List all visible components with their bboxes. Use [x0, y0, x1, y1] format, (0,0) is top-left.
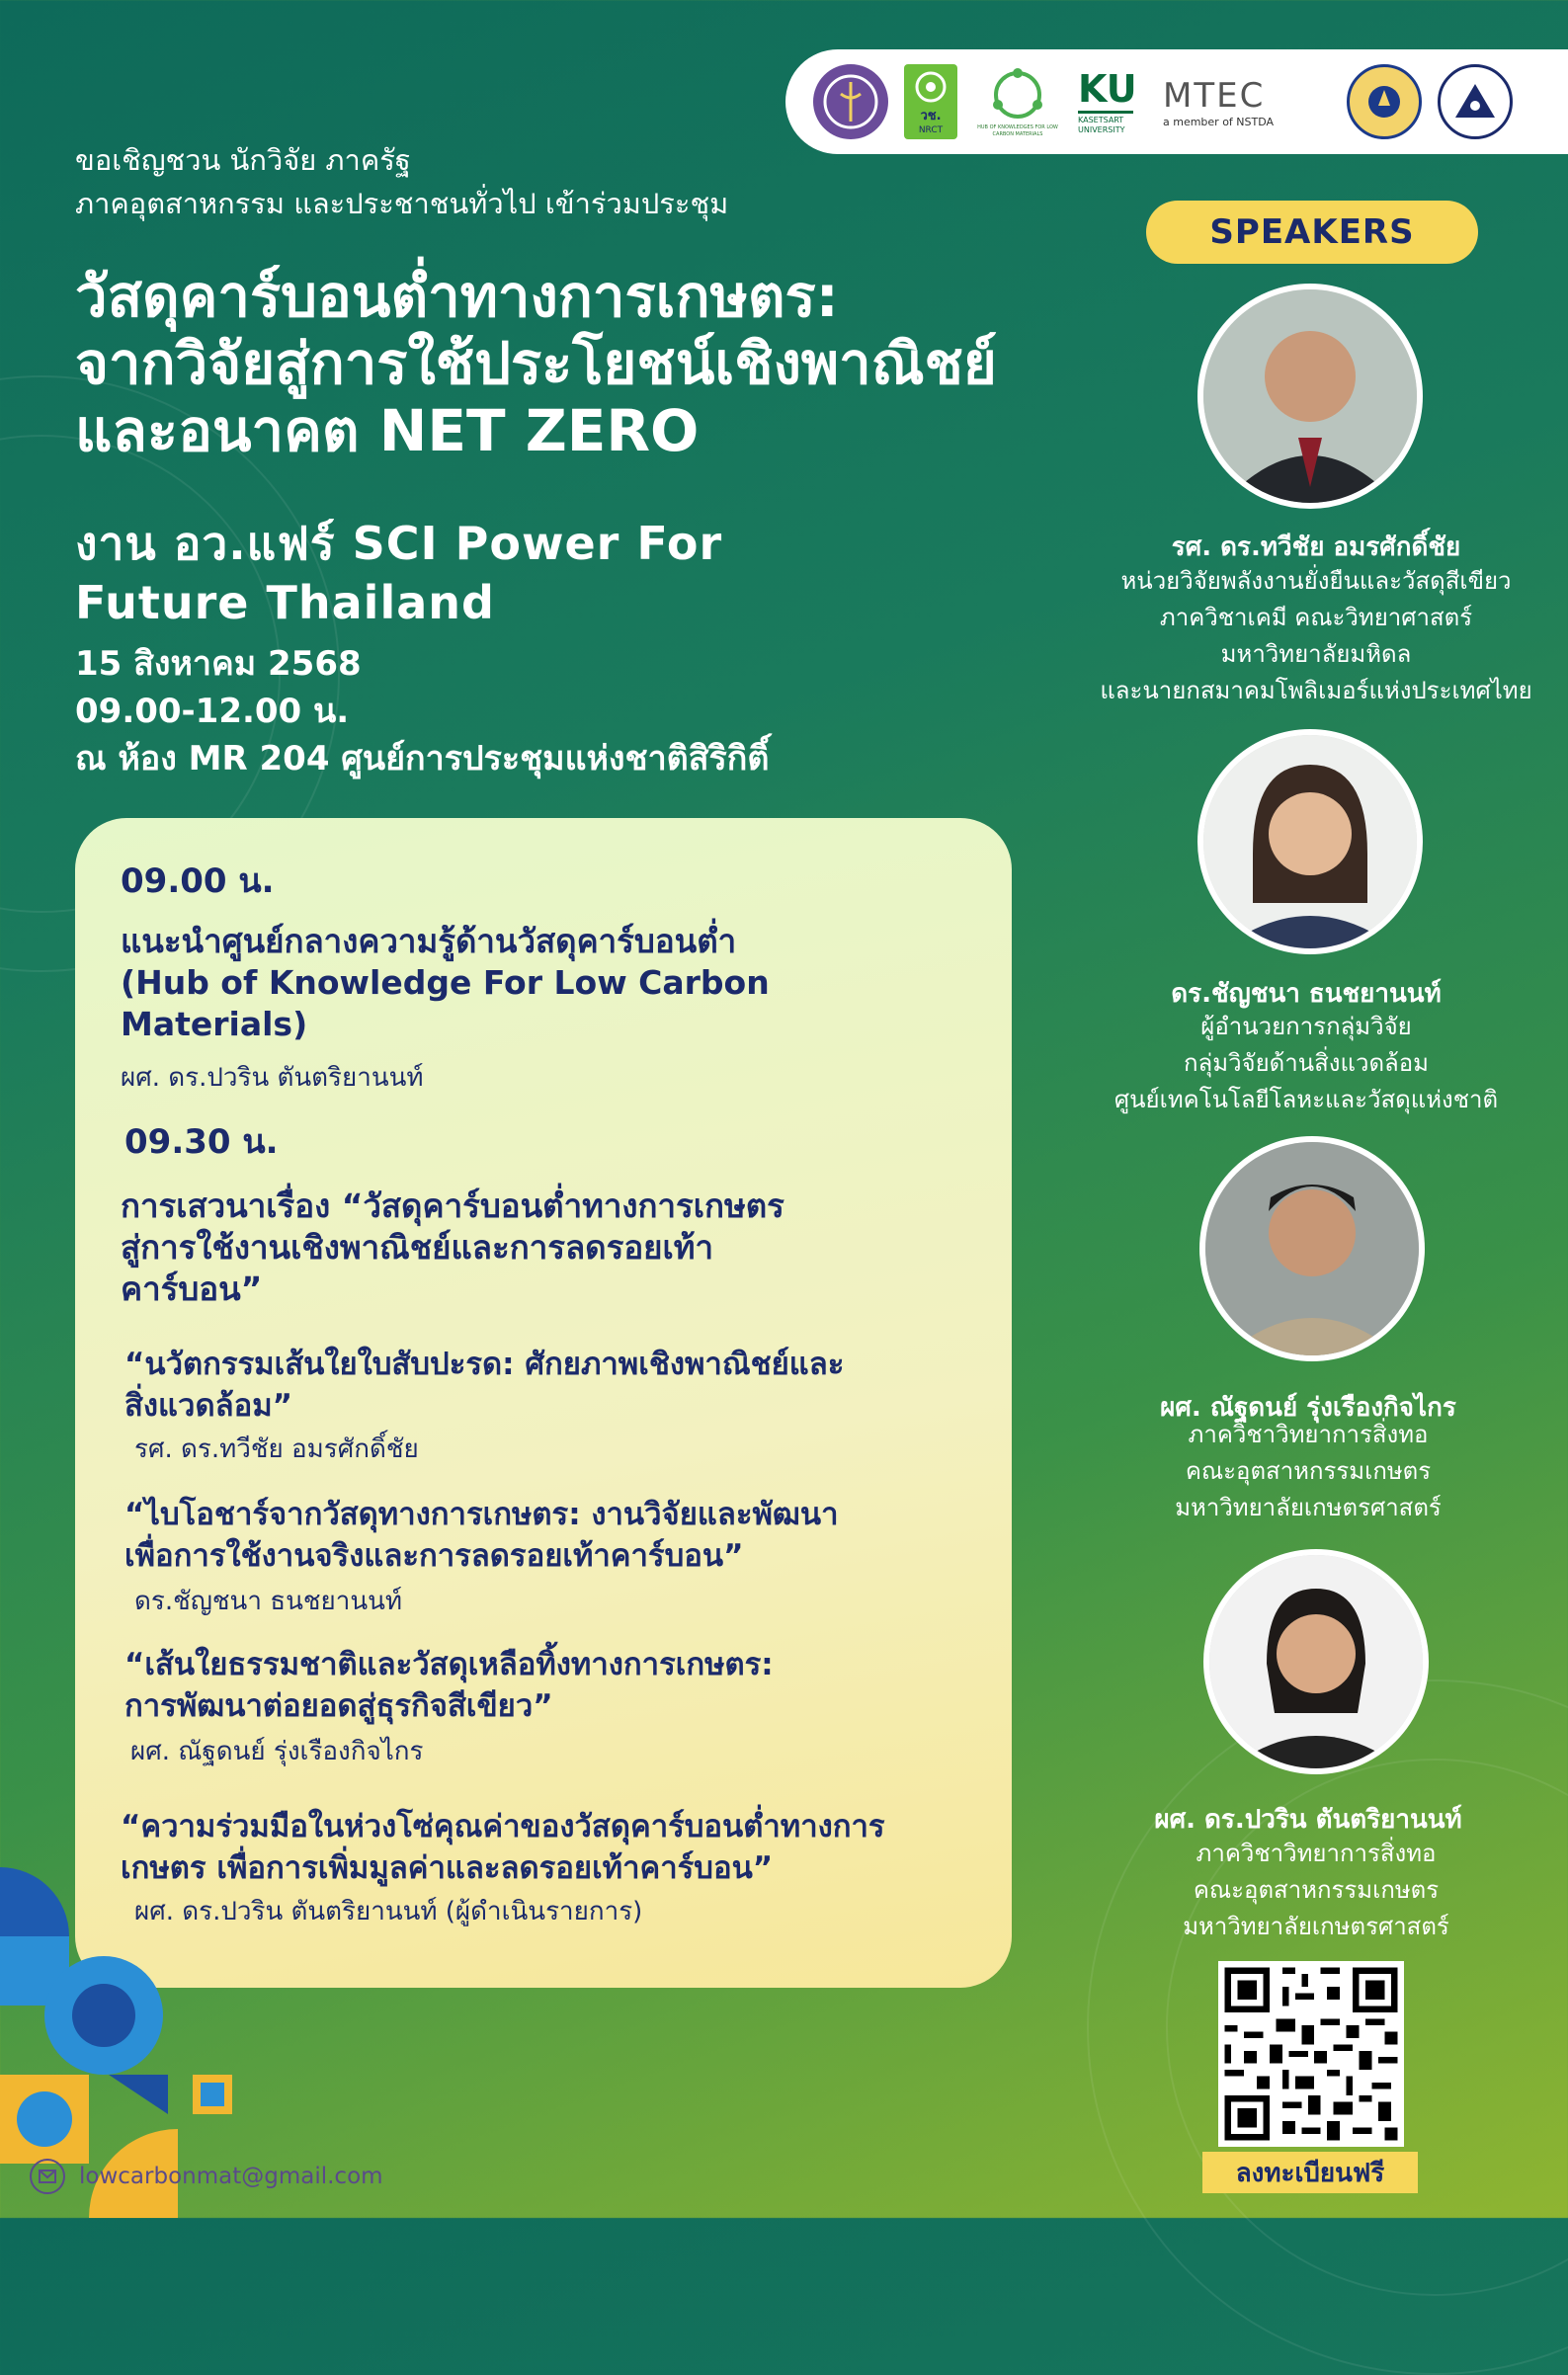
event-line-1: งาน อว.แฟร์ SCI Power For: [75, 517, 723, 570]
talk1-title-line: “นวัตกรรมเส้นใยใบสับปะรด: ศักยภาพเชิงพาณิชย์และ: [124, 1347, 845, 1382]
event-time: 09.00-12.00 น.: [75, 692, 350, 731]
talk4-title-line: “ความร่วมมือในห่วงโซ่คุณค่าของวัสดุคาร์บอนต่ำทางการ: [121, 1809, 885, 1844]
event-title: [75, 263, 997, 464]
hub-label: HUB OF KNOWLEDGES FOR LOW CARBON MATERIALS: [977, 124, 1058, 137]
speaker-affiliation: ภาควิชาวิทยาการสิ่งทอ: [1196, 1840, 1437, 1867]
speaker-name: ดร.ชัญชนา ธนชยานนท์: [1171, 979, 1442, 1009]
talk1-speaker: รศ. ดร.ทวีชัย อมรศักดิ์ชัย: [134, 1434, 419, 1464]
speaker-affiliation: ภาควิชาวิทยาการสิ่งทอ: [1188, 1421, 1429, 1448]
email-icon: [30, 2159, 65, 2194]
speaker-affiliation: มหาวิทยาลัยมหิดล: [1220, 640, 1412, 668]
mhesi-logo: [813, 64, 888, 139]
talk2-title: [124, 1494, 839, 1577]
invitation-line-1: ขอเชิญชวน นักวิจัย ภาครัฐ: [75, 143, 411, 177]
talk2-title-line: เพื่อการใช้งานจริงและการลดรอยเท้าคาร์บอน”: [124, 1538, 744, 1574]
speakers-label: SPEAKERS: [1146, 201, 1478, 264]
speaker-affiliation: ภาควิชาเคมี คณะวิทยาศาสตร์: [1159, 604, 1473, 631]
speaker-affiliation: ศูนย์เทคโนโลยีโลหะและวัสดุแห่งชาติ: [1114, 1086, 1499, 1113]
hub-logo: [973, 57, 1062, 146]
mtec-logo: [1163, 62, 1331, 141]
talk3-speaker: ผศ. ณัฐดนย์ รุ่งเรืองกิจไกร: [130, 1737, 424, 1766]
talk4-speaker: ผศ. ดร.ปวริน ตันตริยานนท์ (ผู้ดำเนินรายการ): [134, 1897, 643, 1926]
nrct-label: วช.: [920, 108, 942, 123]
slot2-title-line: คาร์บอน”: [121, 1269, 263, 1308]
invitation-text: [75, 138, 728, 225]
talk1-title: [124, 1344, 844, 1427]
speaker-affiliation: มหาวิทยาลัยเกษตรศาสตร์: [1175, 1494, 1442, 1521]
event-venue: ณ ห้อง MR 204 ศูนย์การประชุมแห่งชาติสิริกิติ์: [75, 739, 770, 778]
title-line-2: จากวิจัยสู่การใช้ประโยชน์เชิงพาณิชย์: [75, 330, 997, 397]
event-date: 15 สิงหาคม 2568: [75, 644, 362, 684]
register-free-label[interactable]: ลงทะเบียนฟรี: [1202, 2152, 1418, 2193]
speaker-affiliation: ผู้อำนวยการกลุ่มวิจัย: [1200, 1013, 1412, 1040]
slot1-title-line: Materials): [121, 1005, 308, 1043]
slot1-title: [121, 921, 770, 1045]
slot2-title: [121, 1186, 784, 1310]
polymer-society-logo: [1438, 64, 1513, 139]
slot1-speaker: ผศ. ดร.ปวริน ตันตริยานนท์: [121, 1063, 424, 1093]
speaker-photo: [1199, 1136, 1425, 1361]
ku-logo: [1078, 62, 1147, 141]
talk1-title-line: สิ่งแวดล้อม”: [124, 1388, 293, 1424]
speaker-affiliation: หน่วยวิจัยพลังงานยั่งยืนและวัสดุสีเขียว: [1120, 567, 1512, 595]
slot2-title-line: การเสวนาเรื่อง “วัสดุคาร์บอนต่ำทางการเกษตร: [121, 1187, 784, 1225]
registration-qr-code[interactable]: [1218, 1961, 1404, 2147]
partner-logo-bar: [785, 49, 1568, 154]
speaker-name: ผศ. ณัฐดนย์ รุ่งเรืองกิจไกร: [1160, 1393, 1456, 1423]
mtec-label: MTEC: [1163, 75, 1266, 116]
slot2-title-line: สู่การใช้งานเชิงพาณิชย์และการลดรอยเท้า: [121, 1228, 714, 1267]
slot1-title-line: แนะนำศูนย์กลางความรู้ด้านวัสดุคาร์บอนต่ำ: [121, 922, 737, 960]
slot1-title-line: (Hub of Knowledge For Low Carbon: [121, 963, 770, 1002]
speaker-name: รศ. ดร.ทวีชัย อมรศักดิ์ชัย: [1171, 532, 1461, 562]
email-address[interactable]: lowcarbonmat@gmail.com: [79, 2164, 383, 2189]
nrct-logo: [904, 64, 957, 139]
speaker-photo: [1197, 729, 1423, 954]
contact-email[interactable]: [30, 2159, 383, 2194]
agenda-card: [75, 818, 1012, 1988]
mahidol-logo: [1347, 64, 1422, 139]
invitation-line-2: ภาคอุตสาหกรรม และประชาชนทั่วไป เข้าร่วมประชุม: [75, 187, 729, 220]
talk2-speaker: ดร.ชัญชนา ธนชยานนท์: [134, 1587, 403, 1616]
event-details: [75, 640, 769, 782]
speaker-affiliation: คณะอุตสาหกรรมเกษตร: [1193, 1876, 1440, 1904]
slot1-time: 09.00 น.: [121, 861, 275, 901]
event-line-2: Future Thailand: [75, 576, 495, 629]
speaker-photo: [1197, 284, 1423, 509]
slot2-time: 09.30 น.: [124, 1122, 279, 1162]
speaker-photo: [1203, 1549, 1429, 1774]
mtec-sublabel: a member of NSTDA: [1163, 115, 1275, 128]
speaker-affiliation: คณะอุตสาหกรรมเกษตร: [1185, 1457, 1432, 1485]
speaker-affiliation: มหาวิทยาลัยเกษตรศาสตร์: [1183, 1913, 1449, 1940]
talk4-title-line: เกษตร เพื่อการเพิ่มมูลค่าและลดรอยเท้าคาร์บอน”: [121, 1850, 774, 1886]
speaker-affiliation: และนายกสมาคมโพลิเมอร์แห่งประเทศไทย: [1100, 677, 1532, 704]
talk2-title-line: “ไบโอชาร์จากวัสดุทางการเกษตร: งานวิจัยและพัฒนา: [124, 1497, 839, 1532]
ku-label: KU: [1078, 66, 1137, 111]
event-name: [75, 514, 722, 632]
talk3-title-line: “เส้นใยธรรมชาติและวัสดุเหลือทิ้งทางการเกษตร:: [124, 1647, 774, 1682]
speaker-name: ผศ. ดร.ปวริน ตันตริยานนท์: [1154, 1805, 1462, 1835]
talk3-title-line: การพัฒนาต่อยอดสู่ธุรกิจสีเขียว”: [124, 1688, 553, 1724]
nrct-sublabel: NRCT: [918, 124, 944, 135]
speaker-affiliation: กลุ่มวิจัยด้านสิ่งแวดล้อม: [1184, 1049, 1429, 1077]
title-line-3: และอนาคต NET ZERO: [75, 397, 700, 464]
talk3-title: [124, 1644, 774, 1727]
title-line-1: วัสดุคาร์บอนต่ำทางการเกษตร:: [75, 263, 839, 330]
ku-sublabel: KASETSART UNIVERSITY: [1078, 115, 1125, 134]
